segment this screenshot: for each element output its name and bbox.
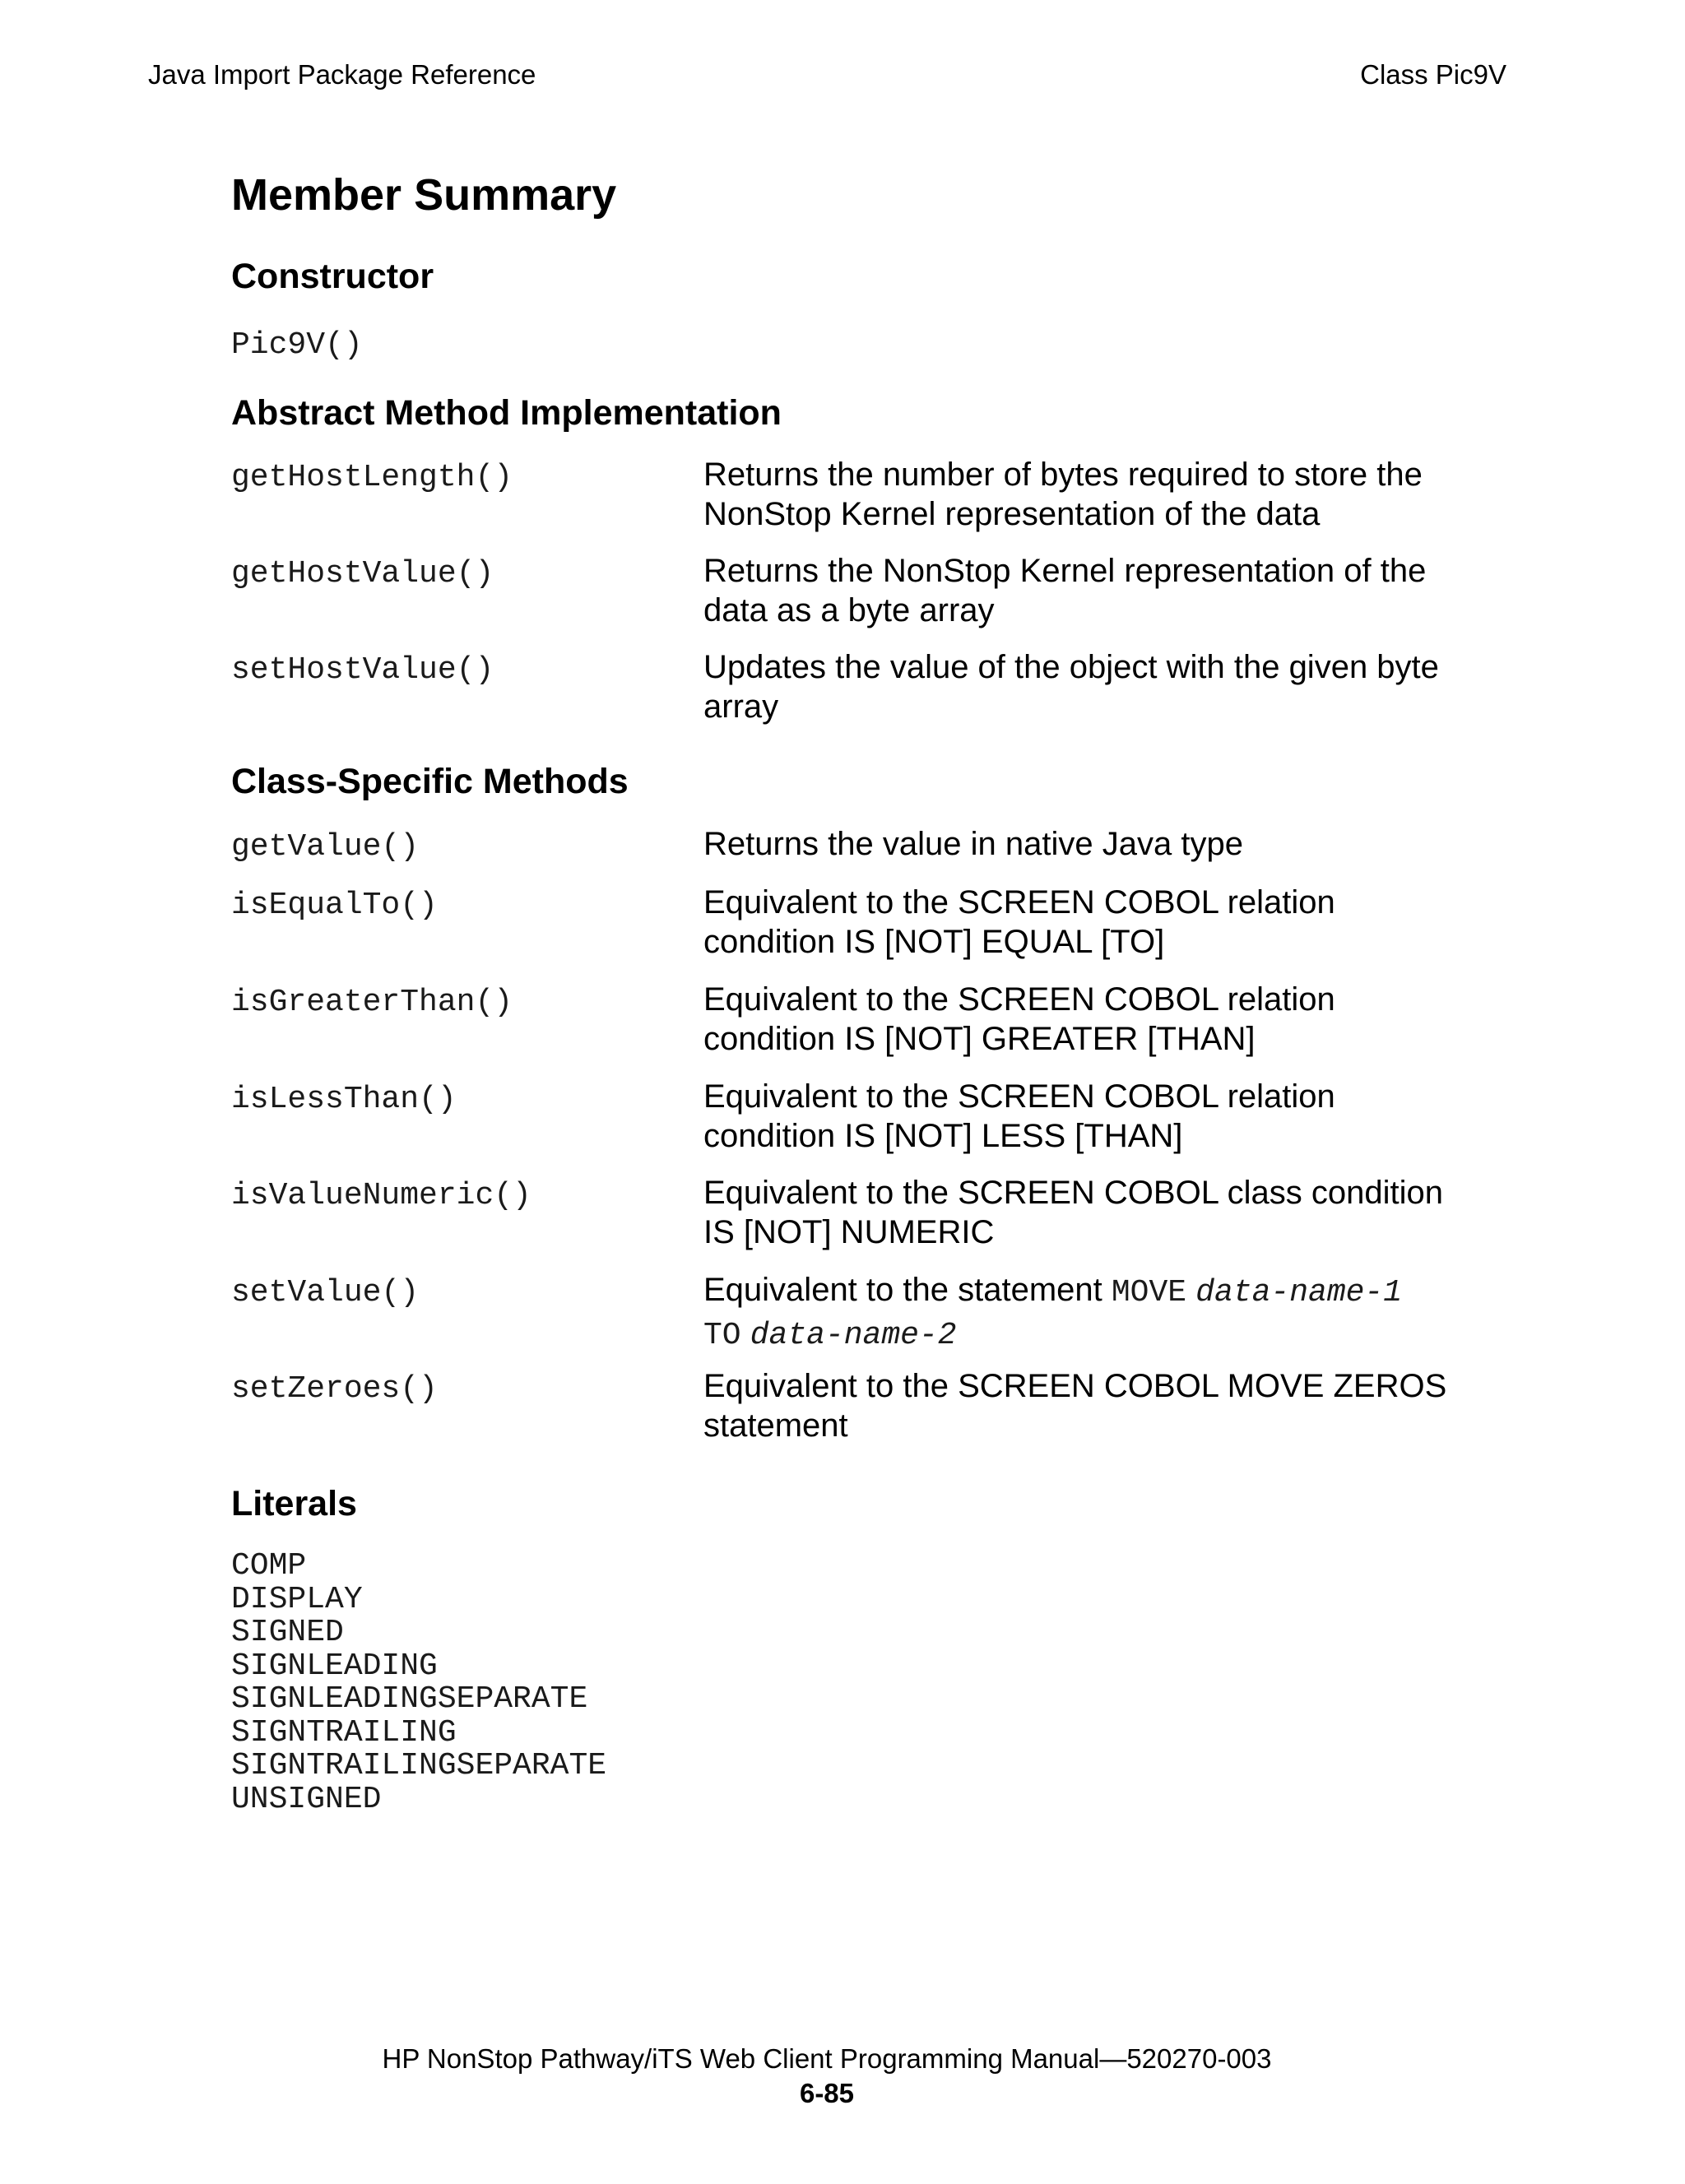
method-description: Returns the value in native Java type (703, 826, 1243, 862)
literals-heading: Literals (231, 1484, 357, 1523)
method-description: Equivalent to the SCREEN COBOL MOVE ZEROS statement (703, 1368, 1447, 1444)
literal-item: SIGNLEADING (231, 1648, 438, 1684)
literal-item: COMP (231, 1548, 307, 1584)
method-name: getHostValue() (231, 556, 494, 591)
method-description: Equivalent to the SCREEN COBOL relation condition IS [NOT] GREATER [THAN] (703, 981, 1335, 1057)
literal-item: SIGNED (231, 1615, 344, 1650)
literal-item: SIGNTRAILINGSEPARATE (231, 1748, 607, 1783)
literal-item: UNSIGNED (231, 1781, 382, 1817)
literal-item: SIGNLEADINGSEPARATE (231, 1681, 588, 1717)
running-header-left: Java Import Package Reference (148, 59, 536, 90)
class-specific-methods-heading: Class-Specific Methods (231, 762, 629, 801)
running-header-right: Class Pic9V (1360, 59, 1506, 90)
page-title: Member Summary (231, 170, 617, 220)
code-operand-1: data-name-1 (1195, 1275, 1403, 1310)
method-name: isValueNumeric() (231, 1178, 531, 1213)
constructor-signature: Pic9V() (231, 327, 363, 363)
code-operand-2: data-name-2 (750, 1318, 957, 1353)
literal-item: DISPLAY (231, 1581, 363, 1617)
method-name: setZeroes() (231, 1371, 438, 1407)
method-name: getValue() (231, 829, 420, 865)
method-name: getHostLength() (231, 460, 513, 495)
method-name: isEqualTo() (231, 888, 438, 923)
footer-manual-title: HP NonStop Pathway/iTS Web Client Programming Manual—520270-003 (382, 2043, 1272, 2074)
method-description: Returns the number of bytes required to store the NonStop Kernel representation of the data (703, 457, 1423, 532)
method-name: isGreaterThan() (231, 985, 513, 1020)
code-keyword-move: MOVE (1111, 1275, 1187, 1310)
method-name: setValue() (231, 1275, 420, 1310)
literals-list (231, 1550, 606, 1816)
method-name: setHostValue() (231, 652, 494, 688)
method-name: isLessThan() (231, 1082, 457, 1117)
method-description (703, 1270, 1460, 1356)
constructor-heading: Constructor (231, 257, 434, 296)
method-description: Returns the NonStop Kernel representation of the data as a byte array (703, 553, 1427, 628)
method-description: Updates the value of the object with the given byte array (703, 649, 1439, 725)
description-text: Equivalent to the statement (703, 1272, 1112, 1308)
abstract-methods-heading: Abstract Method Implementation (231, 393, 782, 433)
page-number: 6-85 (799, 2078, 855, 2108)
method-description: Equivalent to the SCREEN COBOL relation condition IS [NOT] LESS [THAN] (703, 1078, 1335, 1154)
literal-item: SIGNTRAILING (231, 1714, 457, 1750)
method-description: Equivalent to the SCREEN COBOL class condition IS [NOT] NUMERIC (703, 1175, 1443, 1250)
method-description: Equivalent to the SCREEN COBOL relation condition IS [NOT] EQUAL [TO] (703, 884, 1335, 960)
code-keyword-to: TO (703, 1318, 741, 1353)
